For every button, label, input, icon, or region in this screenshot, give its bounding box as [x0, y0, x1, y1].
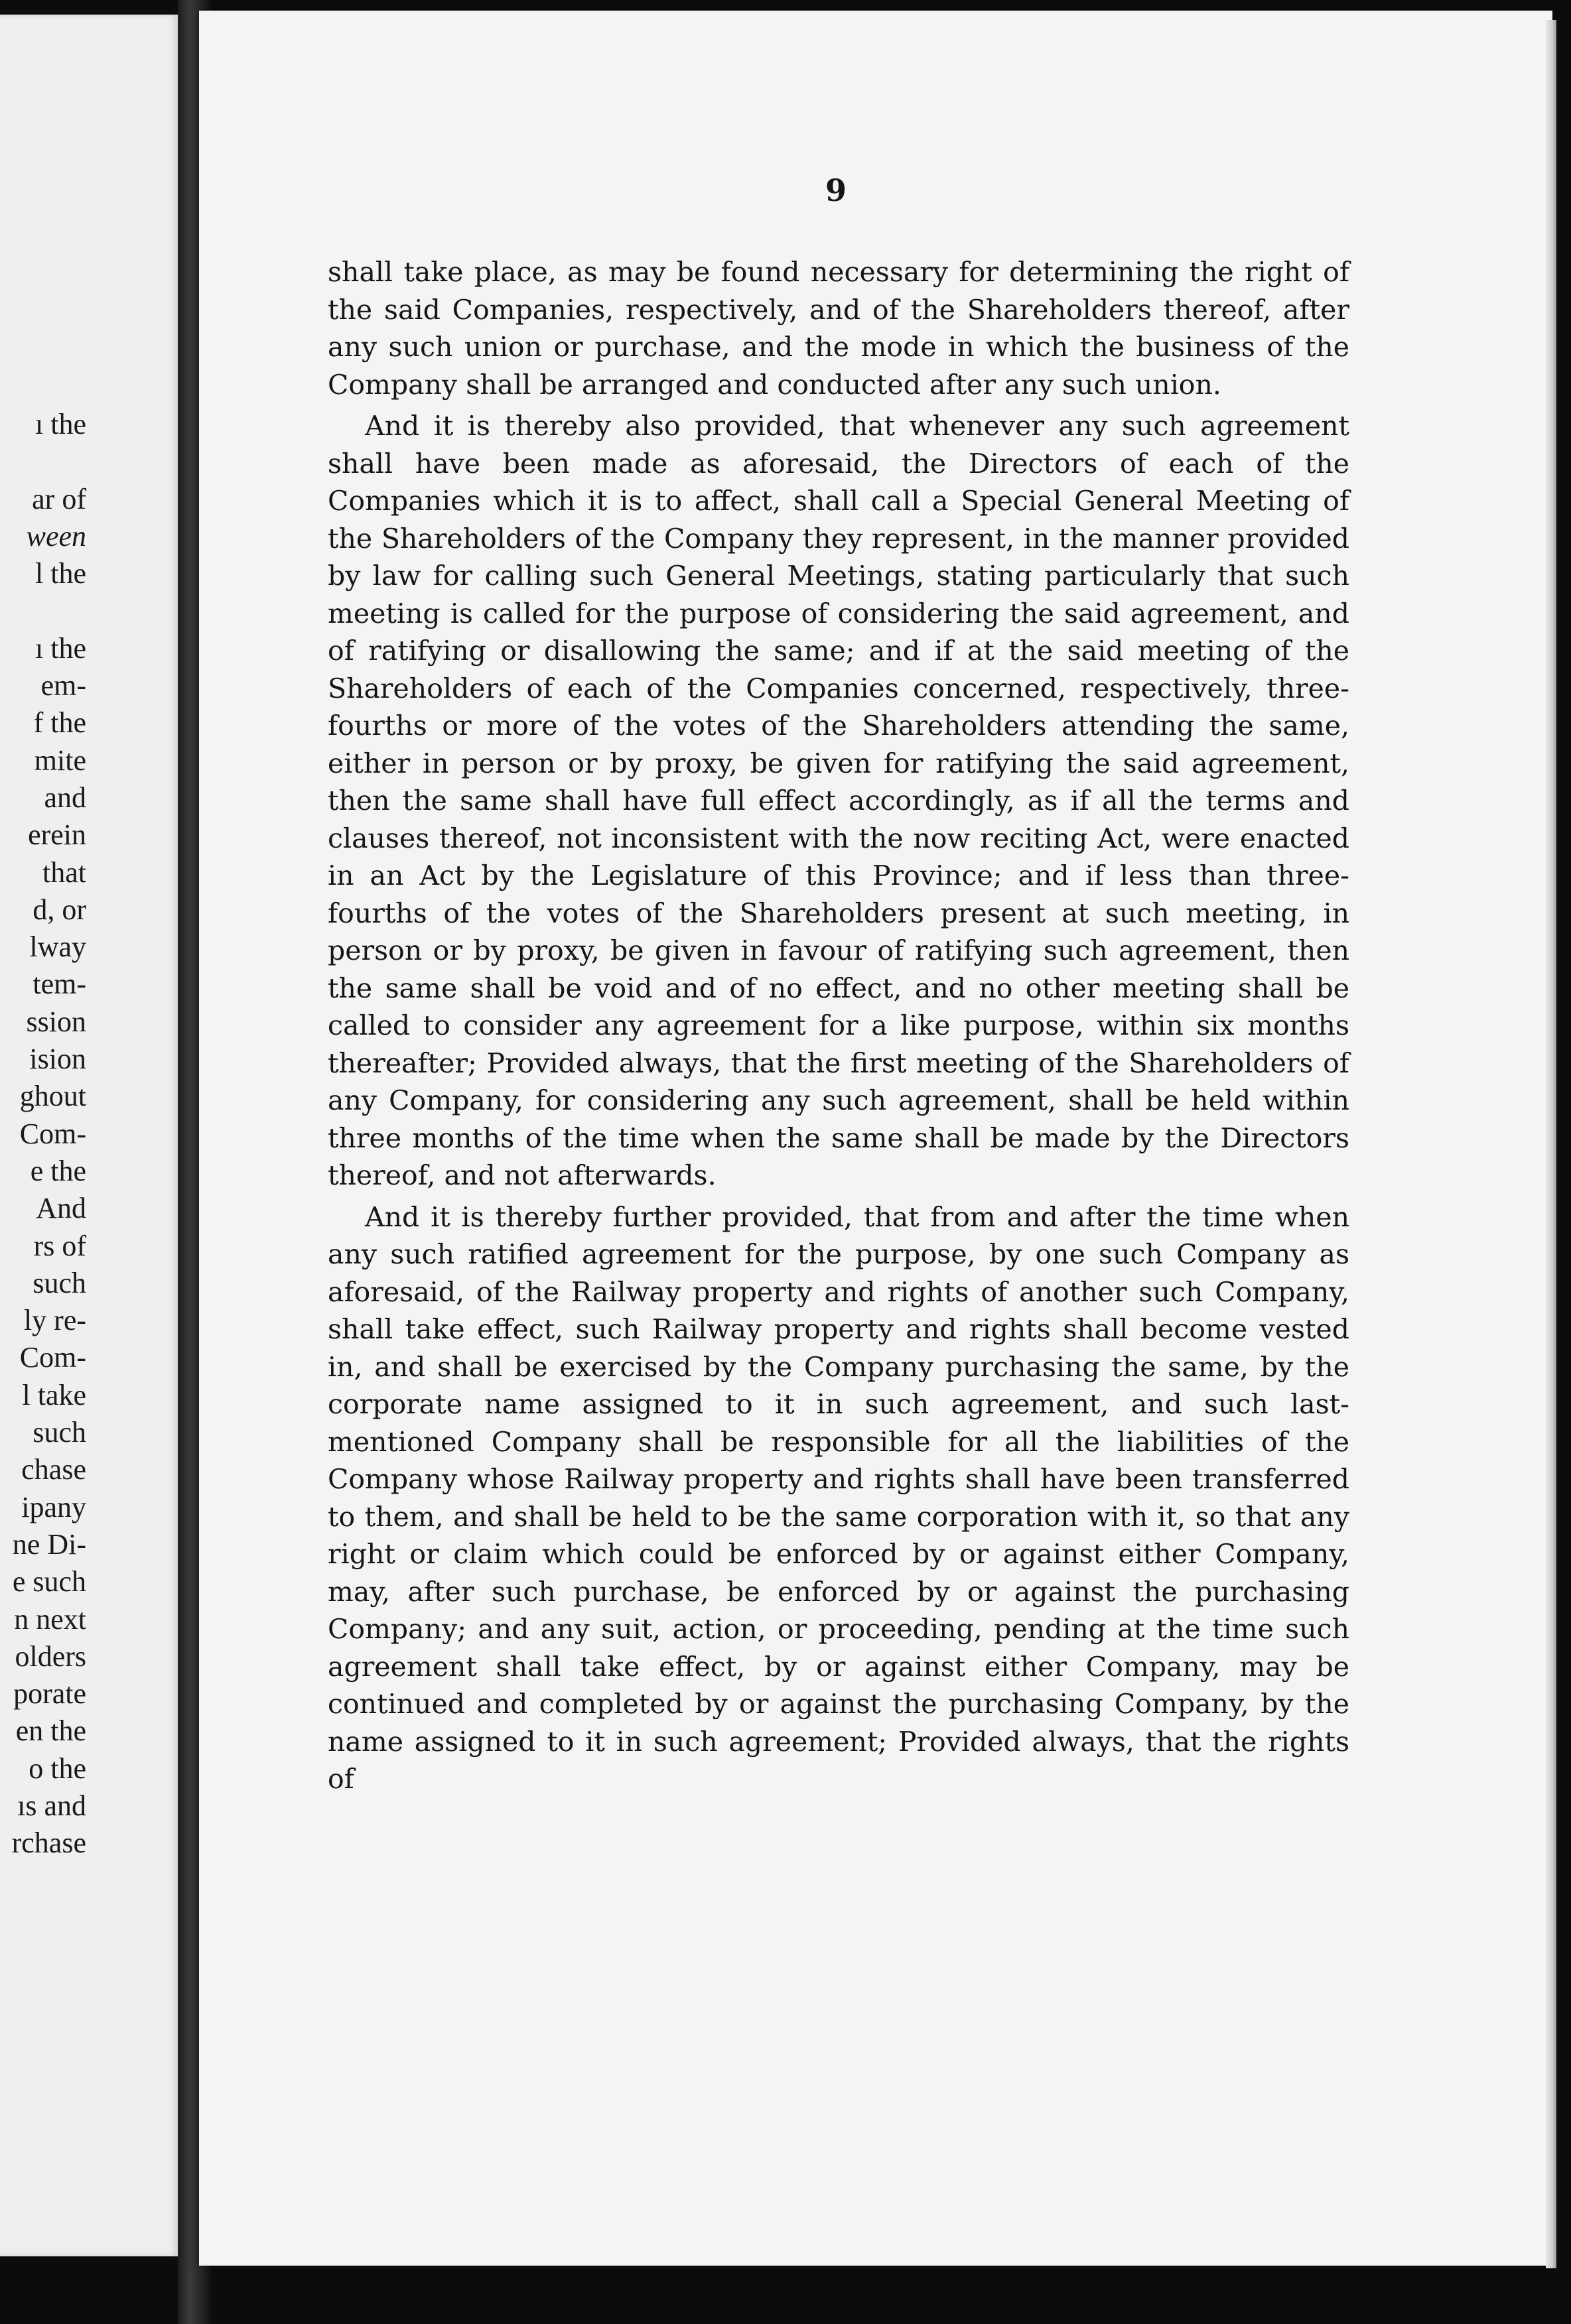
left-page-line: mite [34, 743, 86, 777]
left-page-line: porate [13, 1677, 86, 1711]
left-page-line: tem- [33, 968, 86, 1001]
paragraph-continuation: shall take place, as may be found necessary for determining the right of the said Companies, respectively, and of the Shareholders thereof, after any such union or purchase, and the mode in which the business of the Company shall be arranged and conducted after any such union. [328, 256, 1349, 401]
left-page-line: l the [35, 557, 86, 590]
left-page-line: em- [40, 669, 86, 702]
left-page-line: l take [22, 1378, 86, 1411]
page-number: 9 [825, 172, 847, 208]
left-page-line: rs of [33, 1229, 86, 1262]
left-page-line: ween [26, 519, 86, 552]
left-page-line: ıs and [17, 1789, 86, 1822]
left-page-line: such [33, 1416, 86, 1449]
page-body-text [328, 253, 1349, 1802]
paragraph-vesting-provision: And it is thereby further provided, that from and after the time when any such ratified agreement for the purpose, by one such Company as aforesaid, of the Railway property and rights of another such Company, shall take effect, such Railway property and rights shall become vested in, and shall be exercised by the Company purchasing the same, by the corporate name assigned to it in such agreement, and such last-mentioned Company shall be responsible for all the liabilities of the Company whose Railway property and rights shall have been transferred to them, and shall be held to be the same corporation with it, so that any right or claim which could be enforced by or against either Company, may, after such purchase, be enforced by or against the purchasing Company; and any suit, action, or proceeding, pending at the time such agreement shall take effect, by or against either Company, may be continued and completed by or against the purchasing Company, by the name assigned to it in such agreement; Provided always, that the rights of [328, 1200, 1349, 1795]
left-page-line: ar of [32, 482, 86, 515]
left-page-line [0, 443, 86, 480]
left-page-line [0, 592, 86, 629]
left-page-line: erein [28, 818, 86, 852]
left-page-line: en the [15, 1714, 86, 1748]
left-page-line: d, or [33, 893, 86, 926]
paragraph-special-meeting-provision: And it is thereby also provided, that whenever any such agreement shall have been made as aforesaid, the Directors of each of the Companies which it is to affect, shall call a Special General Meeting of the Shareholders of the Company they represent, in the manner provided by law for calling such General Meetings, stating particularly that such meeting is called for the purpose of considering the said agreement, and of ratifying or disallowing the same; and if at the said meeting of the Shareholders of each of the Companies concerned, respectively, three-fourths or more of the votes of the Shareholders attending the same, either in person or by proxy, be given for ratifying the said agreement, then the same shall have full effect accordingly, as if all the terms and clauses thereof, not inconsistent with the now reciting Act, were enacted in an Act by the Legislature of this Province; and if less than three-fourths of the votes of the Shareholders present at such meeting, in person or by proxy, be given in favour of ratifying such agreement, then the same shall be void and of no effect, and no other meeting shall be called to consider any agreement for a like purpose, within six months thereafter; Provided always, that the first meeting of the Shareholders of any Company, for considering any such agreement, shall be held within three months of the time when the same shall be made by the Directors thereof, and not afterwards. [328, 410, 1349, 1191]
left-page-line: that [42, 856, 86, 889]
left-page-line: olders [15, 1640, 86, 1673]
left-page-text-fragments [0, 406, 86, 1862]
left-page-line: Com- [19, 1341, 86, 1374]
left-page-line: ision [29, 1043, 86, 1076]
left-page-line: Com- [19, 1117, 86, 1150]
left-facing-page [0, 15, 178, 2256]
left-page-line: chase [21, 1453, 86, 1486]
left-page-line: o the [29, 1752, 86, 1785]
left-page-line: lway [29, 931, 86, 964]
left-page-line: ı the [35, 408, 86, 440]
page-edge-stack [1546, 20, 1556, 2268]
left-page-line: e the [30, 1154, 86, 1187]
left-page-line: ssion [26, 1005, 86, 1038]
left-page-line: ipany [21, 1490, 86, 1523]
left-page-line: rchase [11, 1827, 86, 1860]
left-page-line: ı the [35, 631, 86, 665]
left-page-line: e such [12, 1565, 86, 1598]
left-page-line: and [44, 781, 86, 814]
left-page-line: n next [14, 1602, 86, 1636]
left-page-line: such [33, 1266, 86, 1299]
left-page-line: ne Di- [12, 1527, 86, 1561]
left-page-line: ly re- [23, 1304, 86, 1337]
left-page-line: ghout [19, 1080, 86, 1113]
left-page-line: And [36, 1192, 86, 1225]
left-page-line: f the [33, 706, 86, 740]
